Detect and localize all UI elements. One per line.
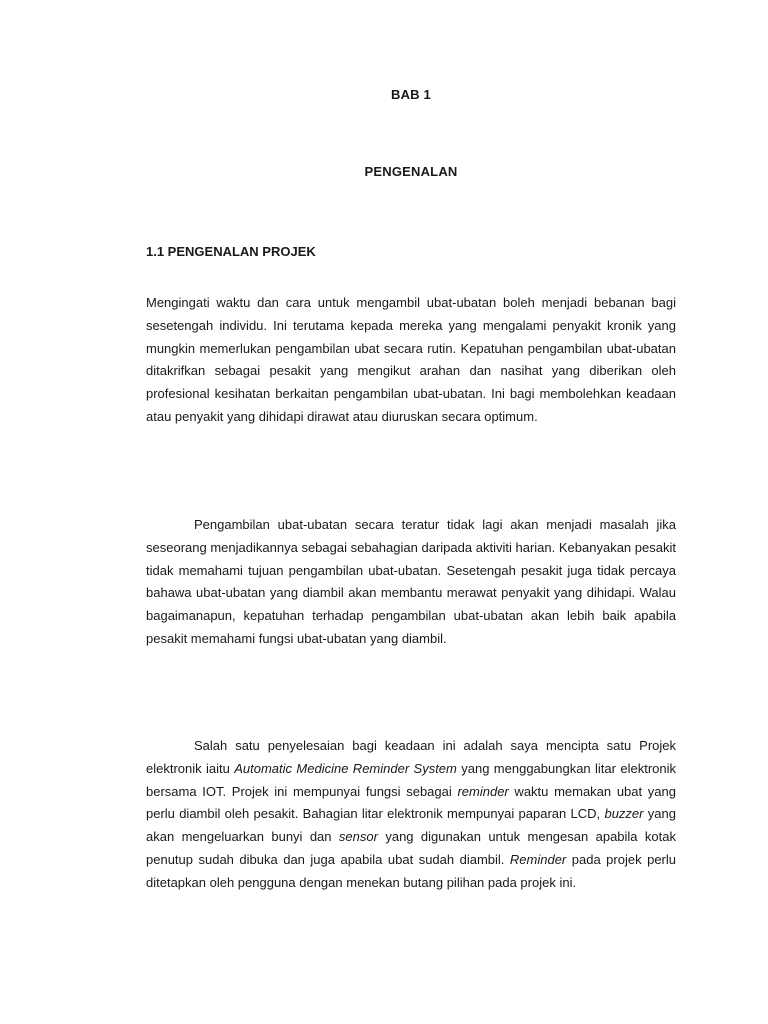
paragraph-3 [146,735,676,895]
paragraph-3-text: yang akan mengeluarkan bunyi dan [146,806,676,845]
paragraph-1: Mengingati waktu dan cara untuk mengambil ubat-ubatan boleh menjadi bebanan bagi sesetengah individu. Ini terutama kepada mereka yang mengalami penyakit kronik yang mungkin memerlukan pengambilan ubat secara rutin. Kepatuhan pengambilan ubat-ubatan ditakrifkan sebagai pesakit yang mengikut arahan dan nasihat yang diberikan oleh profesional kesihatan berkaitan pengambilan ubat-ubatan. Ini bagi membolehkan keadaan atau penyakit yang dihidapi dirawat atau diuruskan secara optimum. [146,295,676,424]
sensor-term-italic: sensor [338,829,378,845]
reminder-term-italic: reminder [457,783,509,799]
paragraph-2: Pengambilan ubat-ubatan secara teratur tidak lagi akan menjadi masalah jika seseorang menjadikannya sebagai sebahagian daripada aktiviti harian. Kebanyakan pesakit tidak memahami tujuan pengambilan ubat-ubatan. Sesetengah pesakit juga tidak percaya bahawa ubat-ubatan yang diambil akan membantu merawat penyakit yang dihidapi. Walau bagaimanapun, kepatuhan terhadap pengambilan ubat-ubatan akan lebih baik apabila pesakit memahami fungsi ubat-ubatan yang diambil. [146,517,676,646]
paragraph-3-text: pada projek perlu ditetapkan oleh pengguna dengan menekan butang pilihan pada projek ini. [146,851,676,890]
chapter-title: PENGENALAN [364,164,458,179]
paragraph-3-text: yang menggabungkan litar elektronik bersama IOT. Projek ini mempunyai fungsi sebagai [146,760,676,799]
project-name-italic: Automatic Medicine Reminder System [234,760,457,776]
chapter-number: BAB 1 [390,87,431,102]
paragraph-3-text: yang digunakan untuk mengesan apabila kotak penutup sudah dibuka dan juga apabila ubat sudah diambil. [146,829,676,867]
section-heading: 1.1 PENGENALAN PROJEK [146,244,316,259]
paragraph-3-text: Salah satu penyelesaian bagi keadaan ini adalah saya mencipta satu Projek elektronik iaitu [146,738,676,776]
paragraph-3-text: waktu memakan ubat yang perlu diambil oleh pesakit. Bahagian litar elektronik mempunyai paparan LCD, [146,783,676,822]
reminder-term-italic: Reminder [509,851,567,867]
buzzer-term-italic: buzzer [604,806,644,822]
